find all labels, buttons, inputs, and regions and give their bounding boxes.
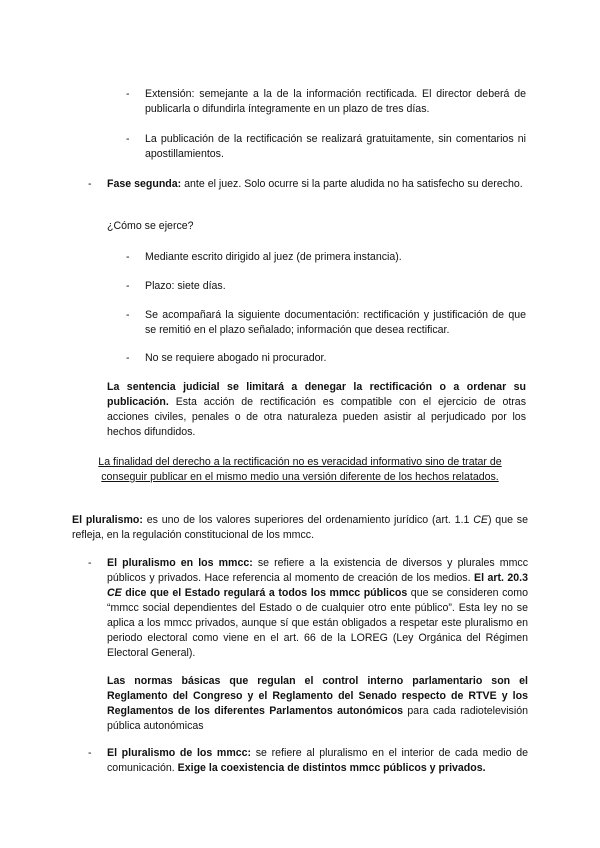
fase-segunda-paragraph (107, 177, 526, 192)
sentencia-paragraph (107, 380, 526, 440)
pluralismo-en-text-end: que se consideren como “mmcc social dependientes del Estado o de cualquier otro ente público”. Esta ley no se aplica a los mmcc privados, aunque sí que están obligados a respetar este pluralismo en periodo electoral como viene en el art. 66 de la LOREG (Ley Orgánica del Régimen Electoral General). (107, 587, 528, 659)
fase-segunda-item (88, 177, 526, 192)
sentencia-text: Esta acción de rectificación es compatible con el ejercicio de otras acciones civiles, penales o de otra naturaleza pueden asistir al perjudicado por los hechos difundidos. (107, 396, 526, 438)
dash-bullet: - (126, 133, 130, 145)
pluralismo-en-paragraph (107, 556, 528, 661)
list-item (126, 351, 526, 366)
list-item-text: Extensión: semejante a la de la información rectificada. El director deberá de publicarla o difundirla íntegramente en un plazo de tres días. (145, 88, 526, 115)
dash-bullet: - (88, 178, 92, 190)
pluralismo-de-text: se refiere al pluralismo en el interior de cada medio de comunicación. (107, 747, 529, 774)
como-question: ¿Cómo se ejerce? (107, 220, 194, 232)
dash-bullet: - (88, 557, 92, 569)
pluralismo-de-paragraph (107, 746, 528, 776)
ce-abbrev: CE (107, 587, 122, 599)
list-item (126, 250, 526, 265)
normas-text: para cada radiotelevisión pública autonómicas (107, 705, 528, 732)
dash-bullet: - (126, 251, 130, 263)
dash-bullet: - (126, 88, 130, 100)
list-item (126, 87, 526, 117)
dash-bullet: - (126, 280, 130, 292)
list-item-text: Plazo: siete días. (145, 280, 226, 292)
list-item (126, 132, 526, 162)
estado-bold: dice que el Estado regulará a todos los mmcc públicos (121, 587, 408, 599)
ce-abbrev: CE (473, 514, 488, 526)
pluralismo-en-item (88, 556, 528, 661)
dash-bullet: - (126, 309, 130, 321)
finalidad-note: La finalidad del derecho a la rectificación no es veracidad informativo sino de tratar de conseguir publicar en el mismo medio una versión diferente de los hechos relatados. (98, 456, 502, 483)
list-item-text: Se acompañará la siguiente documentación: rectificación y justificación de que se remitió en el plazo señalado; información que desea rectificar. (145, 309, 526, 336)
pluralismo-en-label: El pluralismo en los mmcc: (107, 557, 253, 569)
pluralismo-text-end: ) que se refleja, en la regulación constitucional de los mmcc. (72, 514, 528, 541)
dash-bullet: - (126, 352, 130, 364)
pluralismo-de-label: El pluralismo de los mmcc: (107, 747, 252, 759)
pluralismo-intro (72, 513, 528, 543)
list-item-text: La publicación de la rectificación se realizará gratuitamente, sin comentarios ni apostillamientos. (145, 133, 526, 160)
list-item (126, 279, 526, 294)
fase-segunda-text: ante el juez. Solo ocurre si la parte aludida no ha satisfecho su derecho. (181, 178, 523, 190)
list-item (126, 308, 526, 338)
fase-segunda-label: Fase segunda: (107, 178, 182, 190)
list-item-text: Mediante escrito dirigido al juez (de primera instancia). (145, 251, 402, 263)
pluralismo-en-text: se refiere a la existencia de diversos y plurales mmcc públicos y privados. Hace referencia al momento de creación de los medios. (107, 557, 529, 584)
dash-bullet: - (88, 747, 92, 759)
normas-paragraph (107, 674, 528, 734)
sentencia-bold: La sentencia judicial se limitará a denegar la rectificación o a ordenar su publicación. (107, 381, 526, 408)
list-item-text: No se requiere abogado ni procurador. (145, 352, 327, 364)
normas-bold: Las normas básicas que regulan el control interno parlamentario son el Reglamento del Congreso y el Reglamento del Senado respecto de RTVE y los Reglamentos de los diferentes Parlamentos autonómicos (107, 675, 528, 717)
pluralismo-de-item (88, 746, 528, 776)
pluralismo-label: El pluralismo: (72, 514, 143, 526)
art-ref-bold: El art. 20.3 (474, 572, 529, 584)
pluralismo-text: es uno de los valores superiores del ordenamiento jurídico (art. 1.1 (142, 514, 474, 526)
exige-bold: Exige la coexistencia de distintos mmcc públicos y privados. (177, 762, 486, 774)
